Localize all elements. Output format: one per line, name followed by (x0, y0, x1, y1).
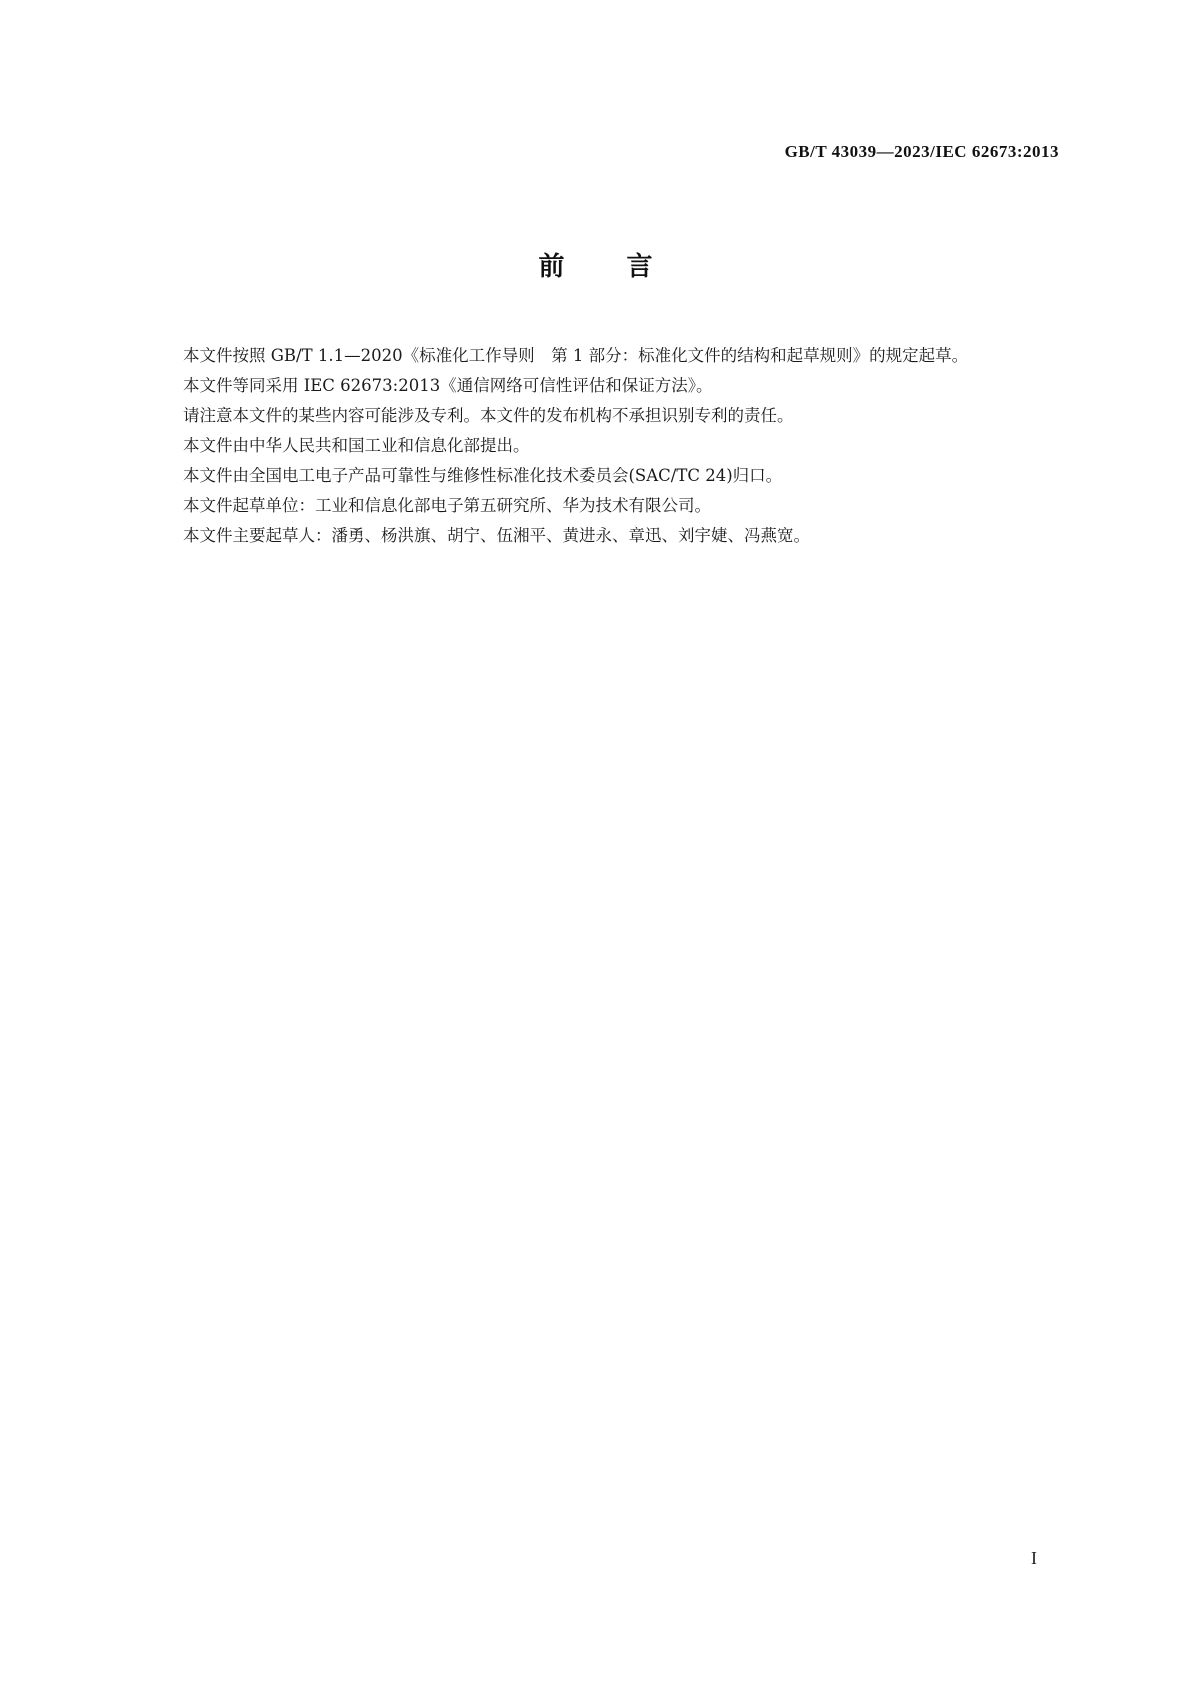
paragraph-drafting-organizations: 本文件起草单位：工业和信息化部电子第五研究所、华为技术有限公司。 (183, 496, 711, 515)
title-char-1: 前 (538, 252, 565, 282)
paragraph-proposed-by: 本文件由中华人民共和国工业和信息化部提出。 (183, 436, 530, 455)
page-title (0, 246, 1191, 283)
paragraph-under-jurisdiction: 本文件由全国电工电子产品可靠性与维修性标准化技术委员会(SAC/TC 24)归口。 (183, 466, 783, 485)
paragraph-equivalent-adoption: 本文件等同采用 IEC 62673:2013《通信网络可信性评估和保证方法》。 (183, 376, 713, 395)
title-char-2: 言 (626, 252, 653, 282)
foreword-body (143, 341, 1071, 551)
paragraph-main-drafters: 本文件主要起草人：潘勇、杨洪旗、胡宁、伍湘平、黄进永、章迅、刘宇婕、冯燕宽。 (183, 526, 810, 545)
paragraph-drafting-rules: 本文件按照 GB/T 1.1—2020《标准化工作导则 第 1 部分：标准化文件的结构和起草规则》的规定起草。 (183, 346, 969, 365)
paragraph-patent-notice: 请注意本文件的某些内容可能涉及专利。本文件的发布机构不承担识别专利的责任。 (183, 406, 794, 425)
page-number: I (1031, 1548, 1037, 1568)
document-identifier: GB/T 43039—2023/IEC 62673:2013 (784, 142, 1059, 161)
